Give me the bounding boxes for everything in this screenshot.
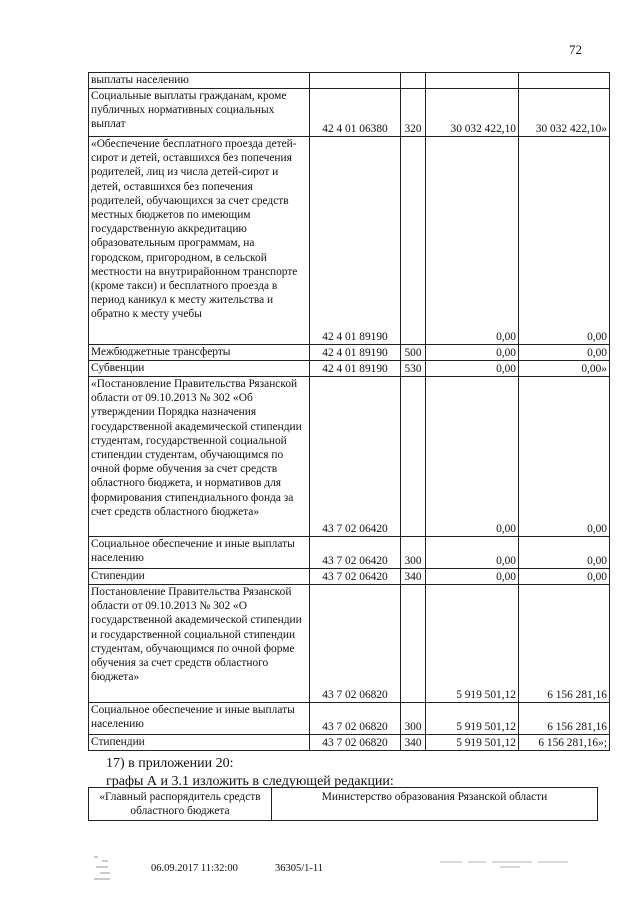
row-code-cell: 42 4 01 89190 — [310, 137, 401, 345]
row-code-cell: 43 7 02 06820 — [310, 703, 401, 735]
row-name-cell: «Обеспечение бесплатного проезда детей-сирот и детей, оставшихся без попечения родителей, лиц из числа детей-сирот и детей, оставшихся без попечения родителей, обучающихся за счет средств местных бюджетов по имеющим государственную аккредитацию образовательным программам, на городском, пригородном, в сельской местности на внутрирайонном транспорте (кроме такси) и бесплатного проезда в период каникул к месту жительства и обратно к месту учебы — [89, 137, 310, 345]
row-sum-2018-cell — [426, 73, 519, 89]
budget-table — [88, 72, 610, 751]
row-sum-2018-cell: 0,00 — [426, 377, 519, 537]
row-sum-2019-cell: 6 156 281,16»; — [519, 735, 610, 751]
row-sum-2019-cell: 0,00 — [519, 137, 610, 345]
row-vr-cell — [401, 585, 426, 703]
row-code-cell: 42 4 01 89190 — [310, 361, 401, 377]
row-name-cell: Стипендии — [89, 735, 310, 751]
redaction-table — [88, 787, 598, 821]
row-sum-2018-cell: 0,00 — [426, 137, 519, 345]
table-row — [89, 137, 610, 345]
row-code-cell: 42 4 01 06380 — [310, 89, 401, 137]
item-17-heading: 17) в приложении 20: — [106, 756, 234, 771]
table-row — [89, 73, 610, 89]
row-sum-2019-cell: 0,00» — [519, 361, 610, 377]
table-row — [89, 345, 610, 361]
row-sum-2019-cell — [519, 73, 610, 89]
row-name-cell: Социальные выплаты гражданам, кроме публичных нормативных социальных выплат — [89, 89, 310, 137]
row-name-cell: Социальное обеспечение и иные выплаты населению — [89, 703, 310, 735]
row-sum-2019-cell: 30 032 422,10» — [519, 89, 610, 137]
row-name-cell: Субвенции — [89, 361, 310, 377]
row-code-cell: 43 7 02 06820 — [310, 585, 401, 703]
row-name-cell: Социальное обеспечение и иные выплаты населению — [89, 537, 310, 569]
row-vr-cell — [401, 377, 426, 537]
row-sum-2018-cell: 0,00 — [426, 569, 519, 585]
table-row — [89, 537, 610, 569]
table-row — [89, 89, 610, 137]
row-code-cell: 43 7 02 06420 — [310, 377, 401, 537]
row-name-cell: «Постановление Правительства Рязанской области от 09.10.2013 № 302 «Об утверждении Порядка назначения государственной академической стипендии студентам, государственной социальной стипендии студентам, обучающимся по очной форме обучения за счет средств областного бюджета, и нормативов для формирования стипендиального фонда за счет средств областного бюджета» — [89, 377, 310, 537]
row-sum-2019-cell: 6 156 281,16 — [519, 703, 610, 735]
row-sum-2018-cell: 5 919 501,12 — [426, 703, 519, 735]
row-code-cell: 43 7 02 06420 — [310, 569, 401, 585]
row-code-cell: 43 7 02 06820 — [310, 735, 401, 751]
table-row — [89, 377, 610, 537]
row-vr-cell — [401, 73, 426, 89]
row-vr-cell: 300 — [401, 537, 426, 569]
row-code-cell — [310, 73, 401, 89]
columns-instruction: графы А и 3.1 изложить в следующей редакции: — [106, 774, 394, 789]
row-sum-2018-cell: 0,00 — [426, 345, 519, 361]
footer-doc-number: 36305/1-11 — [275, 863, 324, 874]
row-sum-2019-cell: 0,00 — [519, 345, 610, 361]
footer-date: 06.09.2017 11:32:00 — [151, 863, 238, 874]
table-row — [89, 361, 610, 377]
chief-administrator-cell: «Главный распорядитель средств областного бюджета — [89, 788, 272, 821]
table-row — [89, 585, 610, 703]
row-sum-2018-cell: 5 919 501,12 — [426, 735, 519, 751]
table-row — [89, 735, 610, 751]
row-vr-cell: 320 — [401, 89, 426, 137]
row-name-cell: Межбюджетные трансферты — [89, 345, 310, 361]
table-row — [89, 569, 610, 585]
row-vr-cell: 300 — [401, 703, 426, 735]
row-vr-cell: 340 — [401, 569, 426, 585]
row-sum-2019-cell: 0,00 — [519, 537, 610, 569]
row-name-cell: Постановление Правительства Рязанской области от 09.10.2013 № 302 «О государственной академической стипендии и государственной социальной стипендии студентам, обучающимся по очной форме обучения за счет средств областного бюджета» — [89, 585, 310, 703]
faint-stamp-icon — [440, 857, 570, 869]
row-sum-2018-cell: 30 032 422,10 — [426, 89, 519, 137]
row-sum-2018-cell: 0,00 — [426, 361, 519, 377]
row-vr-cell — [401, 137, 426, 345]
row-sum-2019-cell: 0,00 — [519, 569, 610, 585]
row-sum-2018-cell: 5 919 501,12 — [426, 585, 519, 703]
row-sum-2019-cell: 0,00 — [519, 377, 610, 537]
row-vr-cell: 500 — [401, 345, 426, 361]
registration-stamp-icon — [92, 852, 118, 884]
ministry-cell: Министерство образования Рязанской области — [272, 788, 598, 821]
row-vr-cell: 340 — [401, 735, 426, 751]
row-vr-cell: 530 — [401, 361, 426, 377]
row-code-cell: 42 4 01 89190 — [310, 345, 401, 361]
row-name-cell: выплаты населению — [89, 73, 310, 89]
row-sum-2018-cell: 0,00 — [426, 537, 519, 569]
row-code-cell: 43 7 02 06420 — [310, 537, 401, 569]
row-name-cell: Стипендии — [89, 569, 310, 585]
table-row — [89, 703, 610, 735]
row-sum-2019-cell: 6 156 281,16 — [519, 585, 610, 703]
page-number: 72 — [569, 42, 582, 57]
